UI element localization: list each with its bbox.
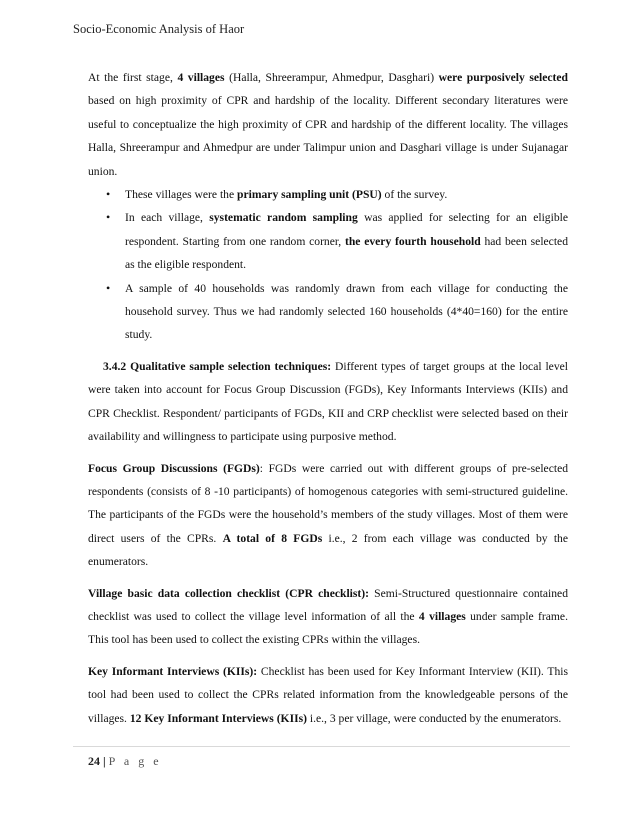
- page-label: P a g e: [108, 754, 162, 768]
- bullet-list: [88, 183, 568, 347]
- footer-divider: [73, 746, 570, 747]
- footer-separator: |: [103, 754, 106, 768]
- paragraph-fgd: Focus Group Discussions (FGDs): FGDs were carried out with different groups of pre-selected respondents (consists of 8 -10 participants) of homogenous categories with semi-structured guideline. The participants of the FGDs were the household’s members of the study villages. Most of them were direct users of the CPRs. A total of 8 FGDs i.e., 2 from each village was conducted by the enumerators.: [88, 461, 569, 569]
- page-footer: [88, 754, 162, 769]
- list-item: • A sample of 40 households was randomly drawn from each village for conducting the household survey. Thus we had randomly selected 160 households (4*40=160) for the entire study.: [125, 277, 568, 347]
- paragraph-cpr-checklist: Village basic data collection checklist (CPR checklist): Semi-Structured questionnaire contained checklist was used to collect the village level information of all the 4 villages under sample frame. This tool has been used to collect the existing CPRs within the villages.: [88, 586, 568, 647]
- paragraph-kii: Key Informant Interviews (KIIs): Checklist has been used for Key Informant Interview (KII). This tool had been used to collect the CPRs related information from the knowledgeable persons of the villages. 12 Key Informant Interviews (KIIs) i.e., 3 per village, were conducted by the enumerators.: [88, 664, 568, 725]
- page-number: 24: [88, 754, 100, 768]
- running-header: Socio-Economic Analysis of Haor: [73, 22, 245, 36]
- document-body: [88, 66, 568, 730]
- paragraph-qualitative-techniques: 3.4.2 Qualitative sample selection techniques: Different types of target groups at the local level were taken into account for Focus Group Discussion (FGDs), Key Informants Interviews (KIIs) and CPR Checklist. Respondent/ participants of FGDs, KII and CRP checklist were selected based on their availability and willingness to participate using purposive method.: [88, 359, 568, 444]
- list-item: • In each village, systematic random sampling was applied for selecting for an eligible respondent. Starting from one random corner, the every fourth household had been selected as the eligible respondent.: [125, 206, 568, 276]
- paragraph-first-stage: At the first stage, 4 villages (Halla, Shreerampur, Ahmedpur, Dasghari) were purposively selected based on high proximity of CPR and hardship of the locality. Different secondary literatures were useful to conceptualize the high proximity of CPR and hardship of the different locality. The villages Halla, Shreerampur and Ahmedpur are under Talimpur union and Dasghari village is under Sujanagar union.: [88, 71, 568, 178]
- list-item: • These villages were the primary sampling unit (PSU) of the survey.: [125, 183, 568, 206]
